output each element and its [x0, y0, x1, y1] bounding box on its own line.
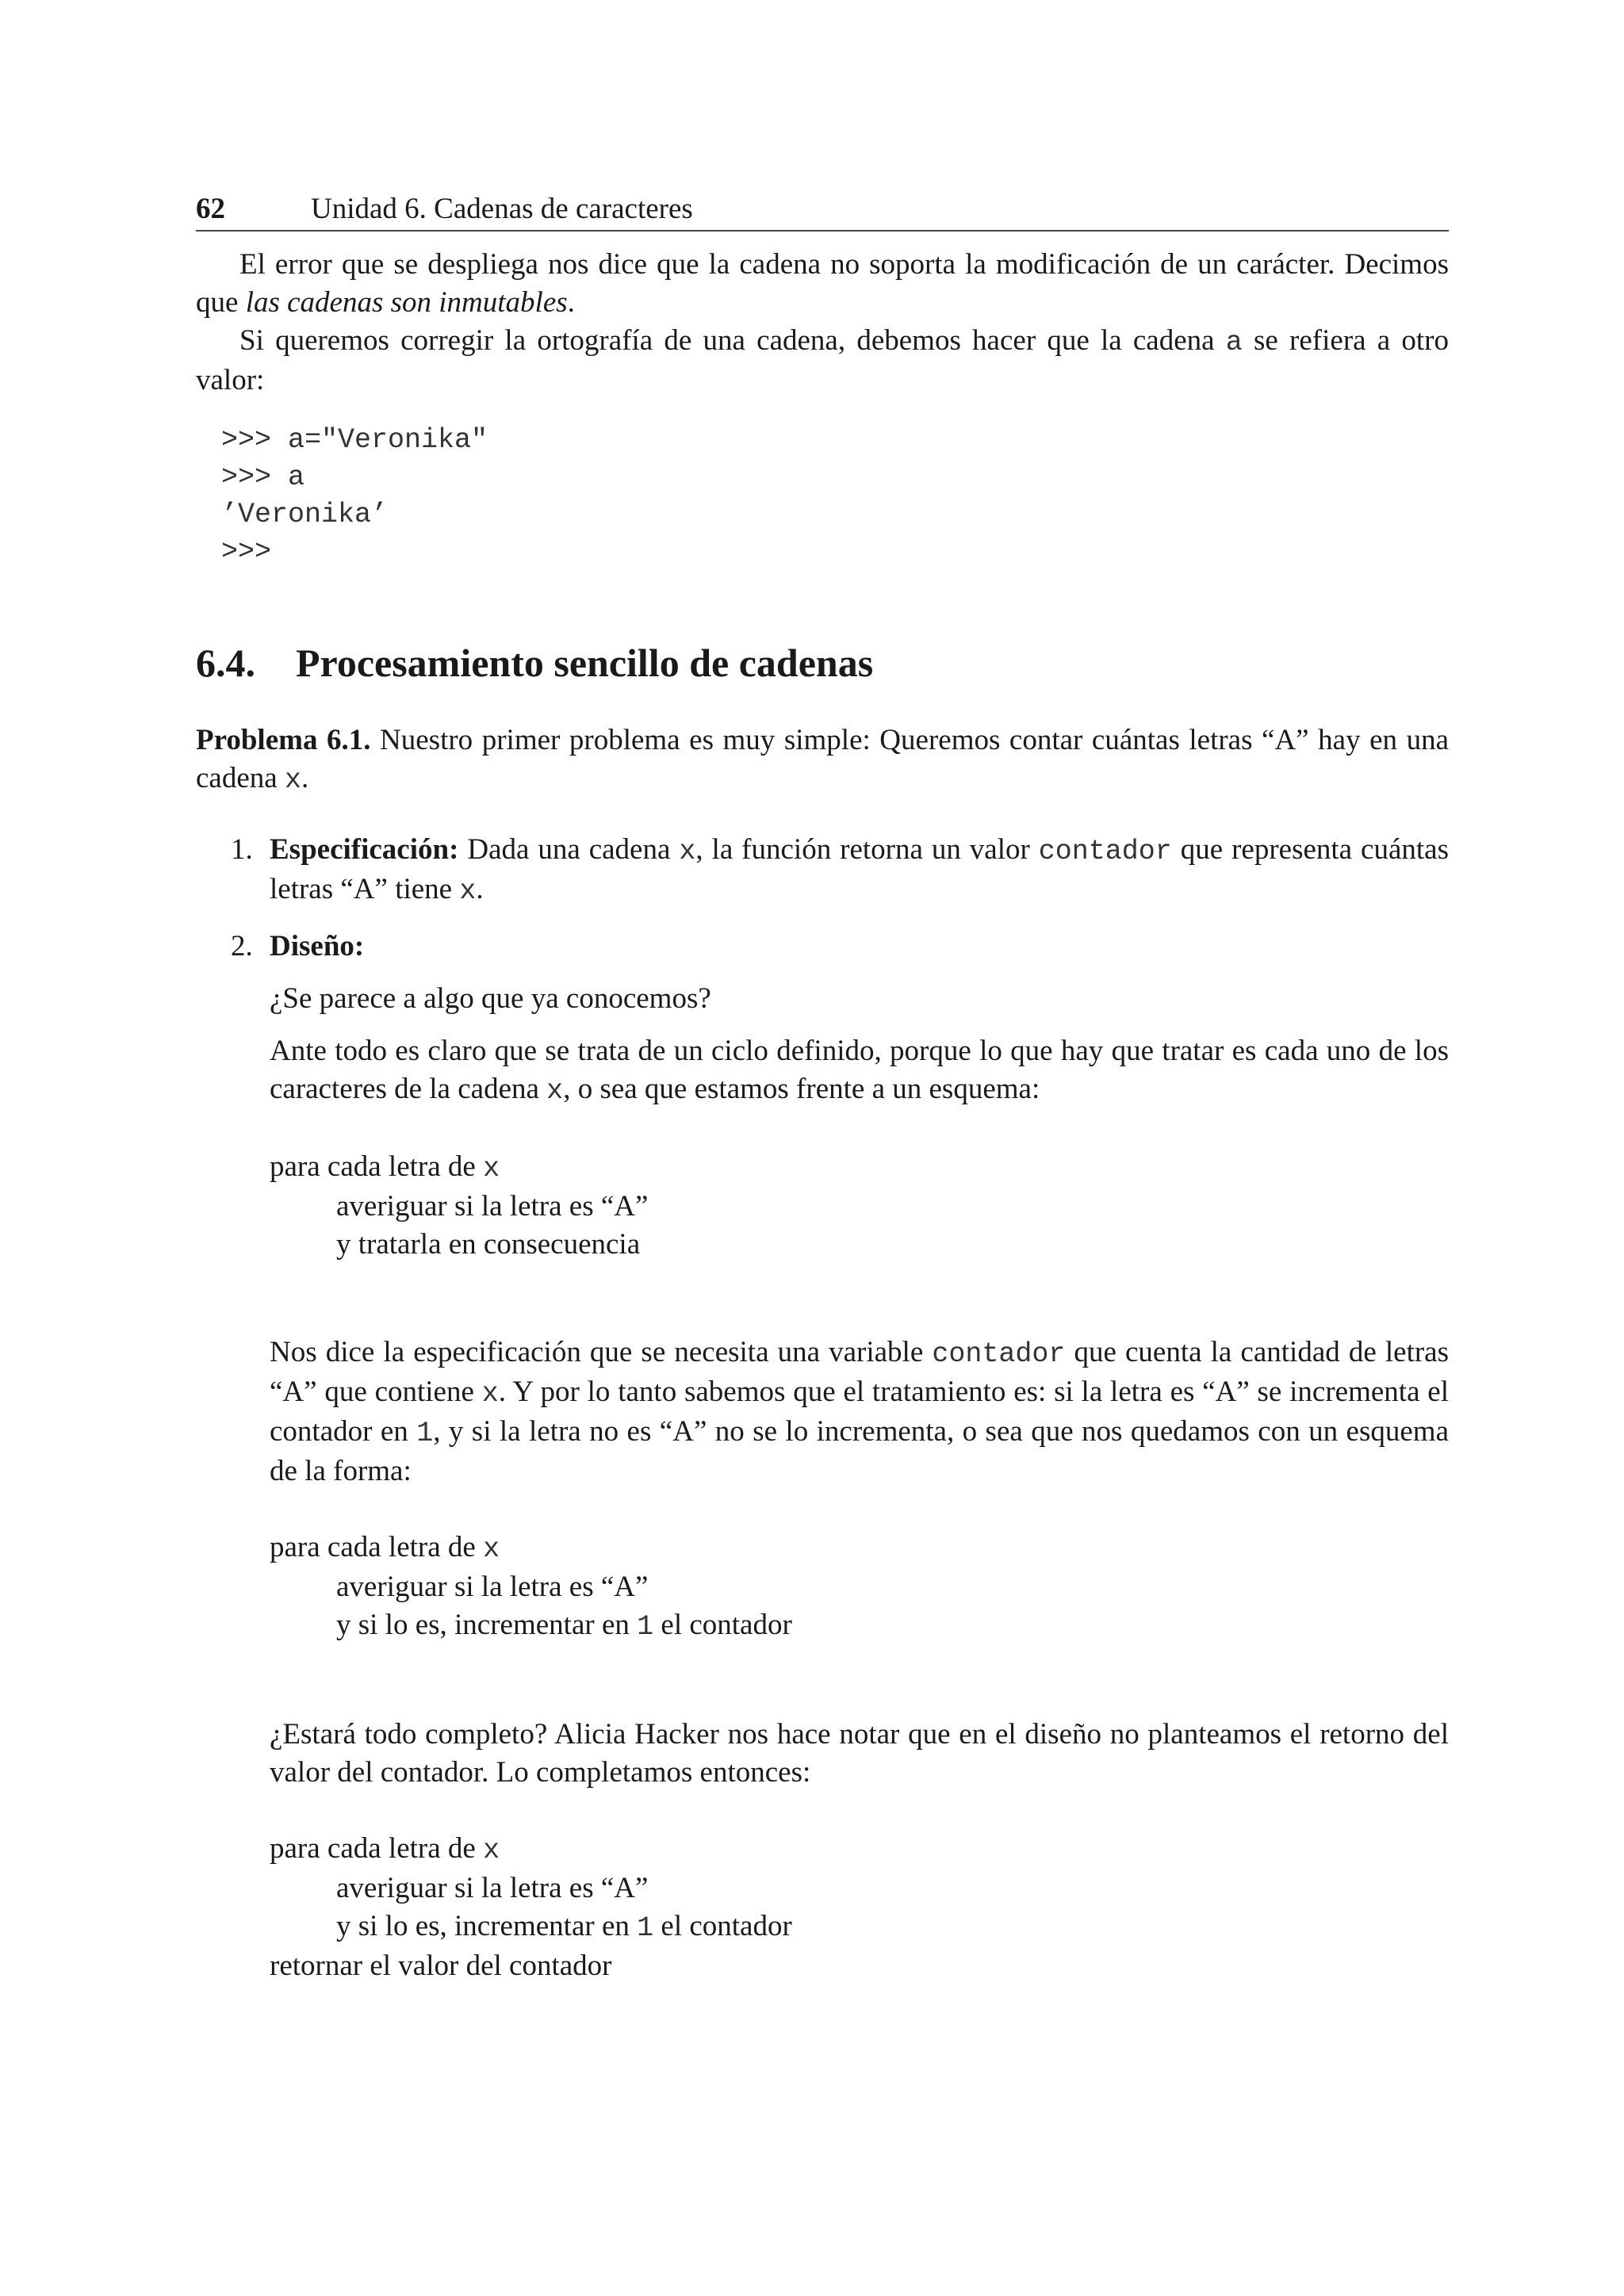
- design-label-line: [270, 928, 1449, 966]
- design-paragraph-3: ¿Estará todo completo? Alicia Hacker nos hace notar que en el diseño no planteamos el retorno del valor del contador. Lo completamos entonces:: [270, 1718, 1449, 1789]
- page-number: 62: [196, 193, 225, 225]
- design-text: , y si la letra no es “A” no se lo incrementa, o sea que nos quedamos con un esquema de la forma:: [270, 1415, 1449, 1487]
- item-text: Dada una cadena: [458, 833, 680, 866]
- item-marker: 1.: [231, 833, 253, 866]
- scheme-text: el contador: [653, 1910, 792, 1942]
- pseudocode-scheme-3: [270, 1830, 1449, 1985]
- scheme-text: y si lo es, incrementar en: [336, 1609, 638, 1641]
- code-line: >>> a="Veronika": [221, 424, 488, 456]
- design-text: Ante todo es claro que se trata de un ciclo definido, porque lo que hay que tratar es cada uno de los caracteres de la cadena: [270, 1035, 1449, 1105]
- scheme-line: [270, 1830, 1449, 1869]
- inline-code: contador: [932, 1338, 1066, 1370]
- section-number: 6.4.: [196, 641, 255, 685]
- design-text: , o sea que estamos frente a un esquema:: [563, 1073, 1040, 1105]
- running-header: [196, 190, 1449, 232]
- design-text: . Y por lo tanto sabemos que el tratamiento es: si la letra es “A” se incrementa el contador en: [270, 1376, 1449, 1448]
- item-marker: 2.: [231, 930, 253, 962]
- scheme-line: y tratarla en consecuencia: [336, 1228, 641, 1261]
- design-question: ¿Se parece a algo que ya conocemos?: [270, 982, 711, 1015]
- scheme-line: retornar el valor del contador: [270, 1950, 612, 1982]
- scheme-text: para cada letra de: [270, 1150, 484, 1183]
- design-paragraph-2: [270, 1334, 1449, 1490]
- inline-code: 1: [416, 1418, 434, 1449]
- inline-code: x: [459, 875, 477, 907]
- inline-code: contador: [1038, 836, 1172, 867]
- inline-code: a: [1225, 327, 1243, 358]
- code-line: >>>: [221, 536, 272, 568]
- scheme-text: el contador: [653, 1609, 792, 1641]
- intro-p1-end: .: [567, 286, 575, 319]
- design-text: Nos dice la especificación que se necesita una variable: [270, 1336, 933, 1368]
- pseudocode-scheme-2: [270, 1529, 1449, 1646]
- scheme-line: averiguar si la letra es “A”: [336, 1571, 649, 1603]
- intro-p2-end: se refiera a otro valor:: [196, 324, 1450, 396]
- intro-paragraph-2: [196, 322, 1449, 400]
- scheme-line: [270, 1148, 1449, 1188]
- chapter-title: Unidad 6. Cadenas de caracteres: [311, 193, 693, 225]
- scheme-text: para cada letra de: [270, 1531, 484, 1563]
- specification-paragraph: [270, 831, 1449, 910]
- spacer: [270, 1646, 1449, 1716]
- intro-p2-start: Si queremos corregir la ortografía de una cadena, debemos hacer que la cadena: [239, 324, 1226, 357]
- item-label: Diseño:: [270, 930, 365, 962]
- steps-list: [196, 831, 1449, 1985]
- item-label: Especificación:: [270, 833, 459, 866]
- inline-code: 1: [637, 1611, 654, 1643]
- item-text: , la función retorna un valor: [695, 833, 1039, 866]
- intro-p1-text: El error que se despliega nos dice que la cadena no soporta la modificación de un carácter. Decimos que: [196, 248, 1449, 319]
- inline-code: x: [483, 1533, 500, 1565]
- document-page: [196, 190, 1449, 1985]
- inline-code: 1: [637, 1912, 654, 1944]
- code-block: [221, 422, 1449, 571]
- inline-code: x: [679, 836, 696, 867]
- scheme-line: [270, 1908, 1449, 1947]
- problem-text: Nuestro primer problema es muy simple: Queremos contar cuántas letras “A” hay en una cadena: [196, 724, 1449, 794]
- code-line: ’Veronika’: [221, 499, 389, 530]
- inline-code: x: [284, 764, 301, 796]
- scheme-line: averiguar si la letra es “A”: [336, 1872, 649, 1904]
- problem-text-end: .: [301, 762, 309, 794]
- scheme-text: y si lo es, incrementar en: [336, 1910, 638, 1942]
- scheme-line: [270, 1529, 1449, 1568]
- inline-code: x: [483, 1153, 500, 1184]
- code-line: >>> a: [221, 461, 305, 493]
- item-text: que representa cuántas letras “A” tiene: [270, 833, 1449, 905]
- design-text: que cuenta la cantidad de letras “A” que contiene: [270, 1336, 1449, 1408]
- spacer: [270, 1264, 1449, 1334]
- scheme-line: [270, 1606, 1449, 1646]
- problem-statement: [196, 721, 1449, 799]
- pseudocode-scheme-1: [270, 1148, 1449, 1264]
- section-title: Procesamiento sencillo de cadenas: [296, 641, 874, 685]
- inline-code: x: [481, 1378, 499, 1410]
- design-paragraph-1: [270, 1032, 1449, 1110]
- inline-code: x: [483, 1835, 500, 1866]
- inline-code: x: [546, 1075, 564, 1107]
- intro-paragraph-1: [196, 246, 1449, 322]
- scheme-line: averiguar si la letra es “A”: [336, 1190, 649, 1223]
- list-item: [196, 831, 1449, 910]
- item-text: .: [476, 873, 484, 905]
- section-heading: [196, 639, 1449, 687]
- list-item: [196, 928, 1449, 1985]
- problem-label: Problema 6.1.: [196, 724, 371, 756]
- scheme-text: para cada letra de: [270, 1832, 484, 1865]
- intro-p1-italic: las cadenas son inmutables: [245, 286, 568, 319]
